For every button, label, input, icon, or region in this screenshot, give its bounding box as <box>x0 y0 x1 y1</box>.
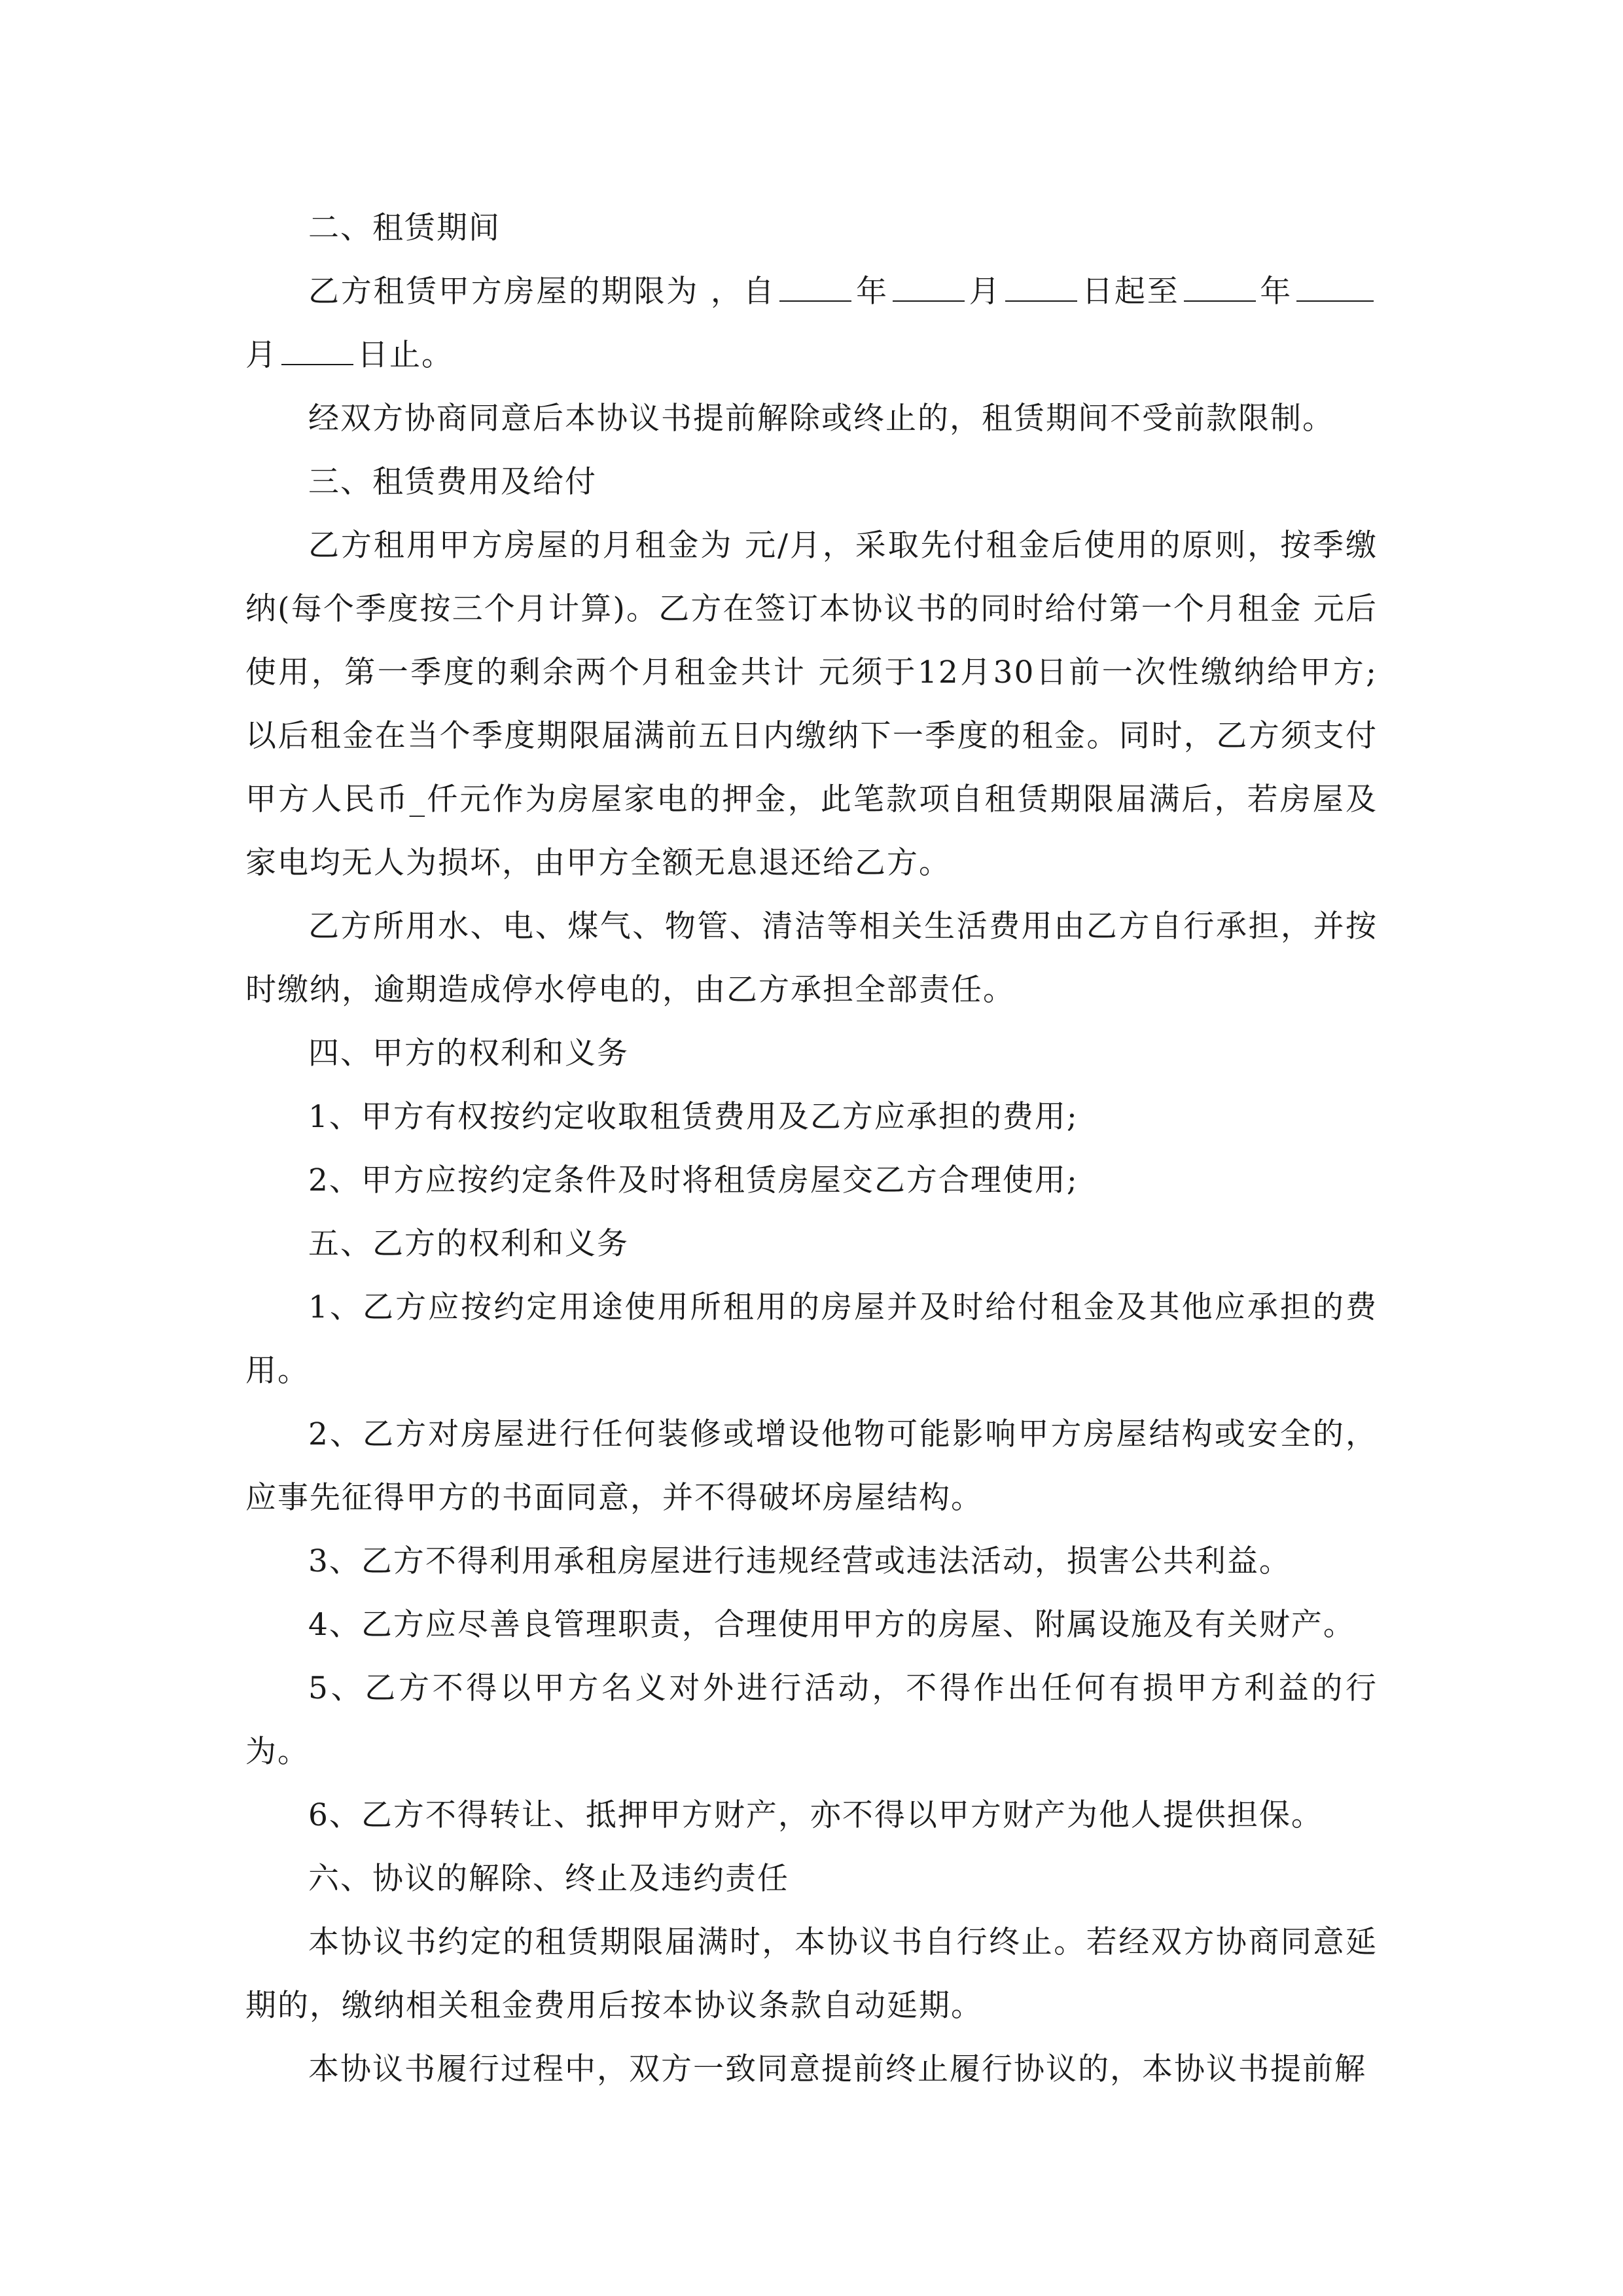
end-year-blank <box>1184 274 1256 302</box>
section-heading-lease-term: 二、租赁期间 <box>308 210 501 246</box>
section-heading-party-b: 五、乙方的权利和义务 <box>308 1226 629 1262</box>
start-year-blank <box>779 274 851 302</box>
section-heading-fees: 三、租赁费用及给付 <box>308 464 597 500</box>
lease-term-text: 乙方租赁甲方房屋的期限为 ，自 <box>308 274 776 310</box>
party-a-item-2: 2、甲方应按约定条件及时将租赁房屋交乙方合理使用; <box>308 1162 1079 1198</box>
start-day-blank <box>1005 274 1077 302</box>
end-day-blank <box>281 338 353 365</box>
start-month-blank <box>893 274 965 302</box>
party-b-item-5: 5、乙方不得以甲方名义对外进行活动，不得作出任何有损甲方利益的行为。 <box>245 1670 1378 1770</box>
party-b-item-1: 1、乙方应按约定用途使用所租用的房屋并及时给付租金及其他应承担的费用。 <box>245 1289 1378 1389</box>
day-until-label: 日起至 <box>1081 274 1180 310</box>
year-label: 年 <box>855 274 889 310</box>
utilities-paragraph: 乙方所用水、电、煤气、物管、清洁等相关生活费用由乙方自行承担，并按时缴纳，逾期造成停水停电的，由乙方承担全部责任。 <box>245 908 1378 1008</box>
section-heading-party-a: 四、甲方的权利和义务 <box>308 1035 629 1071</box>
party-b-item-4: 4、乙方应尽善良管理职责，合理使用甲方的房屋、附属设施及有关财产。 <box>308 1607 1355 1643</box>
party-a-item-1: 1、甲方有权按约定收取租赁费用及乙方应承担的费用; <box>308 1099 1079 1135</box>
mutual-termination-paragraph: 本协议书履行过程中，双方一致同意提前终止履行协议的，本协议书提前解 <box>308 2051 1366 2087</box>
early-termination-paragraph: 经双方协商同意后本协议书提前解除或终止的，租赁期间不受前款限制。 <box>308 401 1334 437</box>
month-label: 月 <box>968 274 1002 310</box>
document-body <box>245 196 1378 2101</box>
end-month-blank <box>1296 274 1374 302</box>
rent-payment-paragraph: 乙方租用甲方房屋的月租金为 元/月，采取先付租金后使用的原则，按季缴纳(每个季度按三个月计算)。乙方在签订本协议书的同时给付第一个月租金 元后使用，第一季度的剩余两个月租金共计 元须于12月30日前一次性缴纳给甲方;以后租金在当个季度期限届满前五日内缴纳下一季度的租金。同时，乙方须支付甲方人民币_仟元作为房屋家电的押金，此笔款项自租赁期限届满后，若房屋及家电均无人为损坏，由甲方全额无息退还给乙方。 <box>245 528 1378 881</box>
party-b-item-2: 2、乙方对房屋进行任何装修或增设他物可能影响甲方房屋结构或安全的，应事先征得甲方的书面同意，并不得破坏房屋结构。 <box>245 1416 1378 1516</box>
day-end-label: 日止。 <box>357 337 454 373</box>
month-label-end: 月 <box>245 337 277 373</box>
party-b-item-3: 3、乙方不得利用承租房屋进行违规经营或违法活动，损害公共利益。 <box>308 1543 1291 1579</box>
party-b-item-6: 6、乙方不得转让、抵押甲方财产，亦不得以甲方财产为他人提供担保。 <box>308 1797 1323 1833</box>
lease-term-paragraph <box>245 260 1378 387</box>
section-heading-termination: 六、协议的解除、终止及违约责任 <box>308 1861 789 1897</box>
expiry-paragraph: 本协议书约定的租赁期限届满时，本协议书自行终止。若经双方协商同意延期的，缴纳相关租金费用后按本协议条款自动延期。 <box>245 1924 1378 2024</box>
year-label-end: 年 <box>1259 274 1293 310</box>
